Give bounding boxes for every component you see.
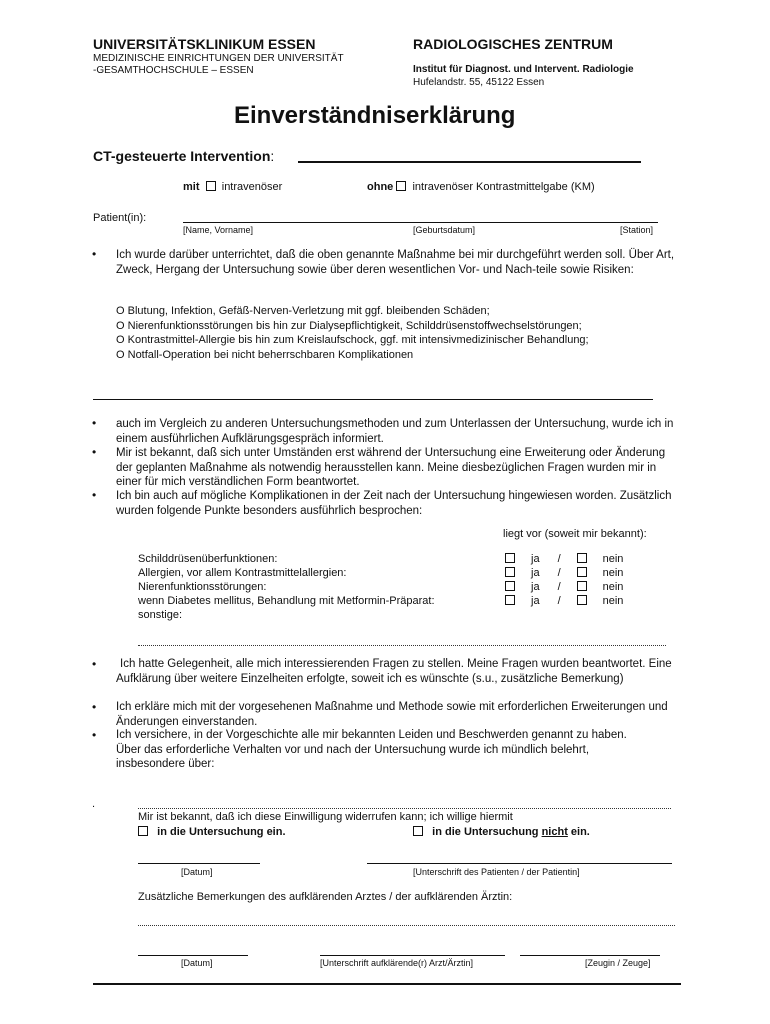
bullet-icon: • [92, 657, 97, 671]
checkbox-icon[interactable] [505, 553, 515, 563]
contrast-mit-option[interactable]: mit intravenöser [183, 181, 283, 193]
risk-list [116, 304, 589, 362]
revoke-text: Mir ist bekannt, daß ich diese Einwilligung widerrufen kann; ich willige hiermit [138, 811, 513, 823]
contrast-ohne-option[interactable]: ohne intravenöser Kontrastmittelgabe (KM) [367, 181, 595, 193]
sonstige-fill-line[interactable] [138, 645, 666, 646]
patient-label: Patient(in): [93, 212, 147, 224]
patient-fill-line[interactable] [183, 222, 658, 223]
bullet-paragraph: Ich hatte Gelegenheit, alle mich interessierenden Fragen zu stellen. Meine Fragen wurden beantwortet. Eine Aufklärung über weitere Einzelheiten erfolgte, soweit ich es wünschte (s.u., zusätzliche Bemerkung) [116, 658, 672, 685]
checkbox-icon[interactable] [505, 567, 515, 577]
risk-item: O Notfall-Operation bei nicht beherrschbaren Komplikationen [116, 348, 414, 361]
bullet-icon: • [92, 700, 97, 714]
conditions-header: liegt vor (soweit mir bekannt): [503, 528, 647, 540]
risk-item: O Nierenfunktionsstörungen bis hin zur Dialysepflichtigkeit, Schilddrüsenstoffwechselstörungen; [116, 319, 582, 332]
bullet-paragraph: Ich bin auch auf mögliche Komplikationen in der Zeit nach der Untersuchung hingewiesen worden. Zusätzlich wurden folgende Punkte besonders ausführlich besprochen: [116, 490, 672, 517]
date-hint-1: [Datum] [181, 867, 213, 877]
info-paragraph: Ich wurde darüber unterrichtet, daß die oben genannte Maßnahme bei mir durchgeführt werden soll. Über Art, Zweck, Hergang der Untersuchung sowie über deren wesentlichen Vor- und Nach-teile sowie Risiken: [116, 249, 675, 276]
list-period: . [92, 798, 96, 810]
circle-marker-icon: O [116, 348, 125, 361]
patient-name-hint: [Name, Vorname] [183, 225, 254, 235]
sonstige-label: sonstige: [138, 609, 183, 621]
checkbox-icon[interactable] [577, 567, 587, 577]
page-title: Einverständniserklärung [234, 102, 516, 129]
condition-options: ja / nein [505, 553, 623, 565]
bullet-paragraph: Ich versichere, in der Vorgeschichte alle mir bekannten Leiden und Beschwerden genannt zu haben. Über das erforderliche Verhalten vor und nach der Untersuchung wurde ich mündlich belehrt, insbesondere über: [116, 729, 627, 770]
consent-no-option[interactable]: in die Untersuchung nicht ein. [413, 826, 590, 838]
witness-signature-line[interactable] [520, 955, 660, 956]
ct-fill-line[interactable] [298, 161, 641, 163]
footer-rule [93, 983, 681, 985]
condition-label: Schilddrüsenüberfunktionen: [138, 553, 278, 565]
checkbox-icon[interactable] [206, 181, 216, 191]
checkbox-icon[interactable] [396, 181, 406, 191]
bullet-icon: • [92, 416, 97, 430]
ct-label: CT-gesteuerte Intervention: [93, 148, 275, 164]
condition-label: Allergien, vor allem Kontrastmittelallergien: [138, 567, 347, 579]
checkbox-icon[interactable] [413, 826, 423, 836]
circle-marker-icon: O [116, 319, 125, 332]
circle-marker-icon: O [116, 305, 125, 317]
patient-signature-hint: [Unterschrift des Patienten / der Patientin] [413, 867, 580, 877]
bullet-paragraph: Ich erkläre mich mit der vorgesehenen Maßnahme und Methode sowie mit erforderlichen Erweiterungen und Änderungen einverstanden. [116, 701, 668, 728]
patient-station-hint: [Station] [620, 225, 654, 235]
date-line-1[interactable] [138, 863, 260, 864]
clinic-name: UNIVERSITÄTSKLINIKUM ESSEN [93, 36, 316, 52]
witness-signature-hint: [Zeugin / Zeuge] [585, 958, 651, 968]
bullet-paragraph: Mir ist bekannt, daß sich unter Umständen erst während der Untersuchung eine Erweiterung oder Änderung der geplanten Maßnahme als notwendig herausstellen kann. Meine diesbezüglichen Fragen wurden mir in einer für mich verständlichen Form beantwortet. [116, 447, 666, 488]
condition-options: ja / nein [505, 581, 623, 593]
condition-options: ja / nein [505, 595, 623, 607]
bullet-icon: • [92, 488, 97, 502]
circle-marker-icon: O [116, 334, 125, 346]
bullet-icon: • [92, 728, 97, 742]
free-text-line[interactable] [93, 399, 653, 400]
remarks-fill-line[interactable] [138, 925, 675, 926]
condition-label: wenn Diabetes mellitus, Behandlung mit Metformin-Präparat: [138, 595, 435, 607]
patient-signature-line[interactable] [367, 863, 672, 864]
risk-item: O Blutung, Infektion, Gefäß-Nerven-Verletzung mit ggf. bleibenden Schäden; [116, 305, 490, 317]
date-line-2[interactable] [138, 955, 248, 956]
bullet-icon: • [92, 247, 97, 261]
institute-name: Institut für Diagnost. und Intervent. Radiologie [413, 64, 634, 75]
checkbox-icon[interactable] [577, 595, 587, 605]
consent-yes-option[interactable]: in die Untersuchung ein. [138, 826, 286, 838]
checkbox-icon[interactable] [138, 826, 148, 836]
condition-options: ja / nein [505, 567, 623, 579]
bullet-icon: • [92, 445, 97, 459]
condition-label: Nierenfunktionsstörungen: [138, 581, 267, 593]
clinic-subtitle-2: -GESAMTHOCHSCHULE – ESSEN [93, 65, 254, 76]
bullet-paragraph: auch im Vergleich zu anderen Untersuchungsmethoden und zum Unterlassen der Untersuchung, wurde ich in einem ausführlichen Aufklärungsgespräch informiert. [116, 418, 674, 445]
checkbox-icon[interactable] [577, 553, 587, 563]
patient-birth-hint: [Geburtsdatum] [413, 225, 476, 235]
checkbox-icon[interactable] [577, 581, 587, 591]
checkbox-icon[interactable] [505, 581, 515, 591]
clinic-subtitle-1: MEDIZINISCHE EINRICHTUNGEN DER UNIVERSITÄT [93, 53, 344, 64]
institute-address: Hufelandstr. 55, 45122 Essen [413, 77, 545, 88]
remarks-label: Zusätzliche Bemerkungen des aufklärenden Arztes / der aufklärenden Ärztin: [138, 891, 513, 903]
doctor-signature-hint: [Unterschrift aufklärende(r) Arzt/Ärztin] [320, 958, 474, 968]
date-hint-2: [Datum] [181, 958, 213, 968]
checkbox-icon[interactable] [505, 595, 515, 605]
risk-item: O Kontrastmittel-Allergie bis hin zum Kreislaufschock, ggf. mit intensivmedizinischer Behandlung; [116, 334, 589, 346]
department-name: RADIOLOGISCHES ZENTRUM [413, 36, 613, 52]
instructions-fill-line[interactable] [138, 808, 671, 809]
doctor-signature-line[interactable] [320, 955, 505, 956]
